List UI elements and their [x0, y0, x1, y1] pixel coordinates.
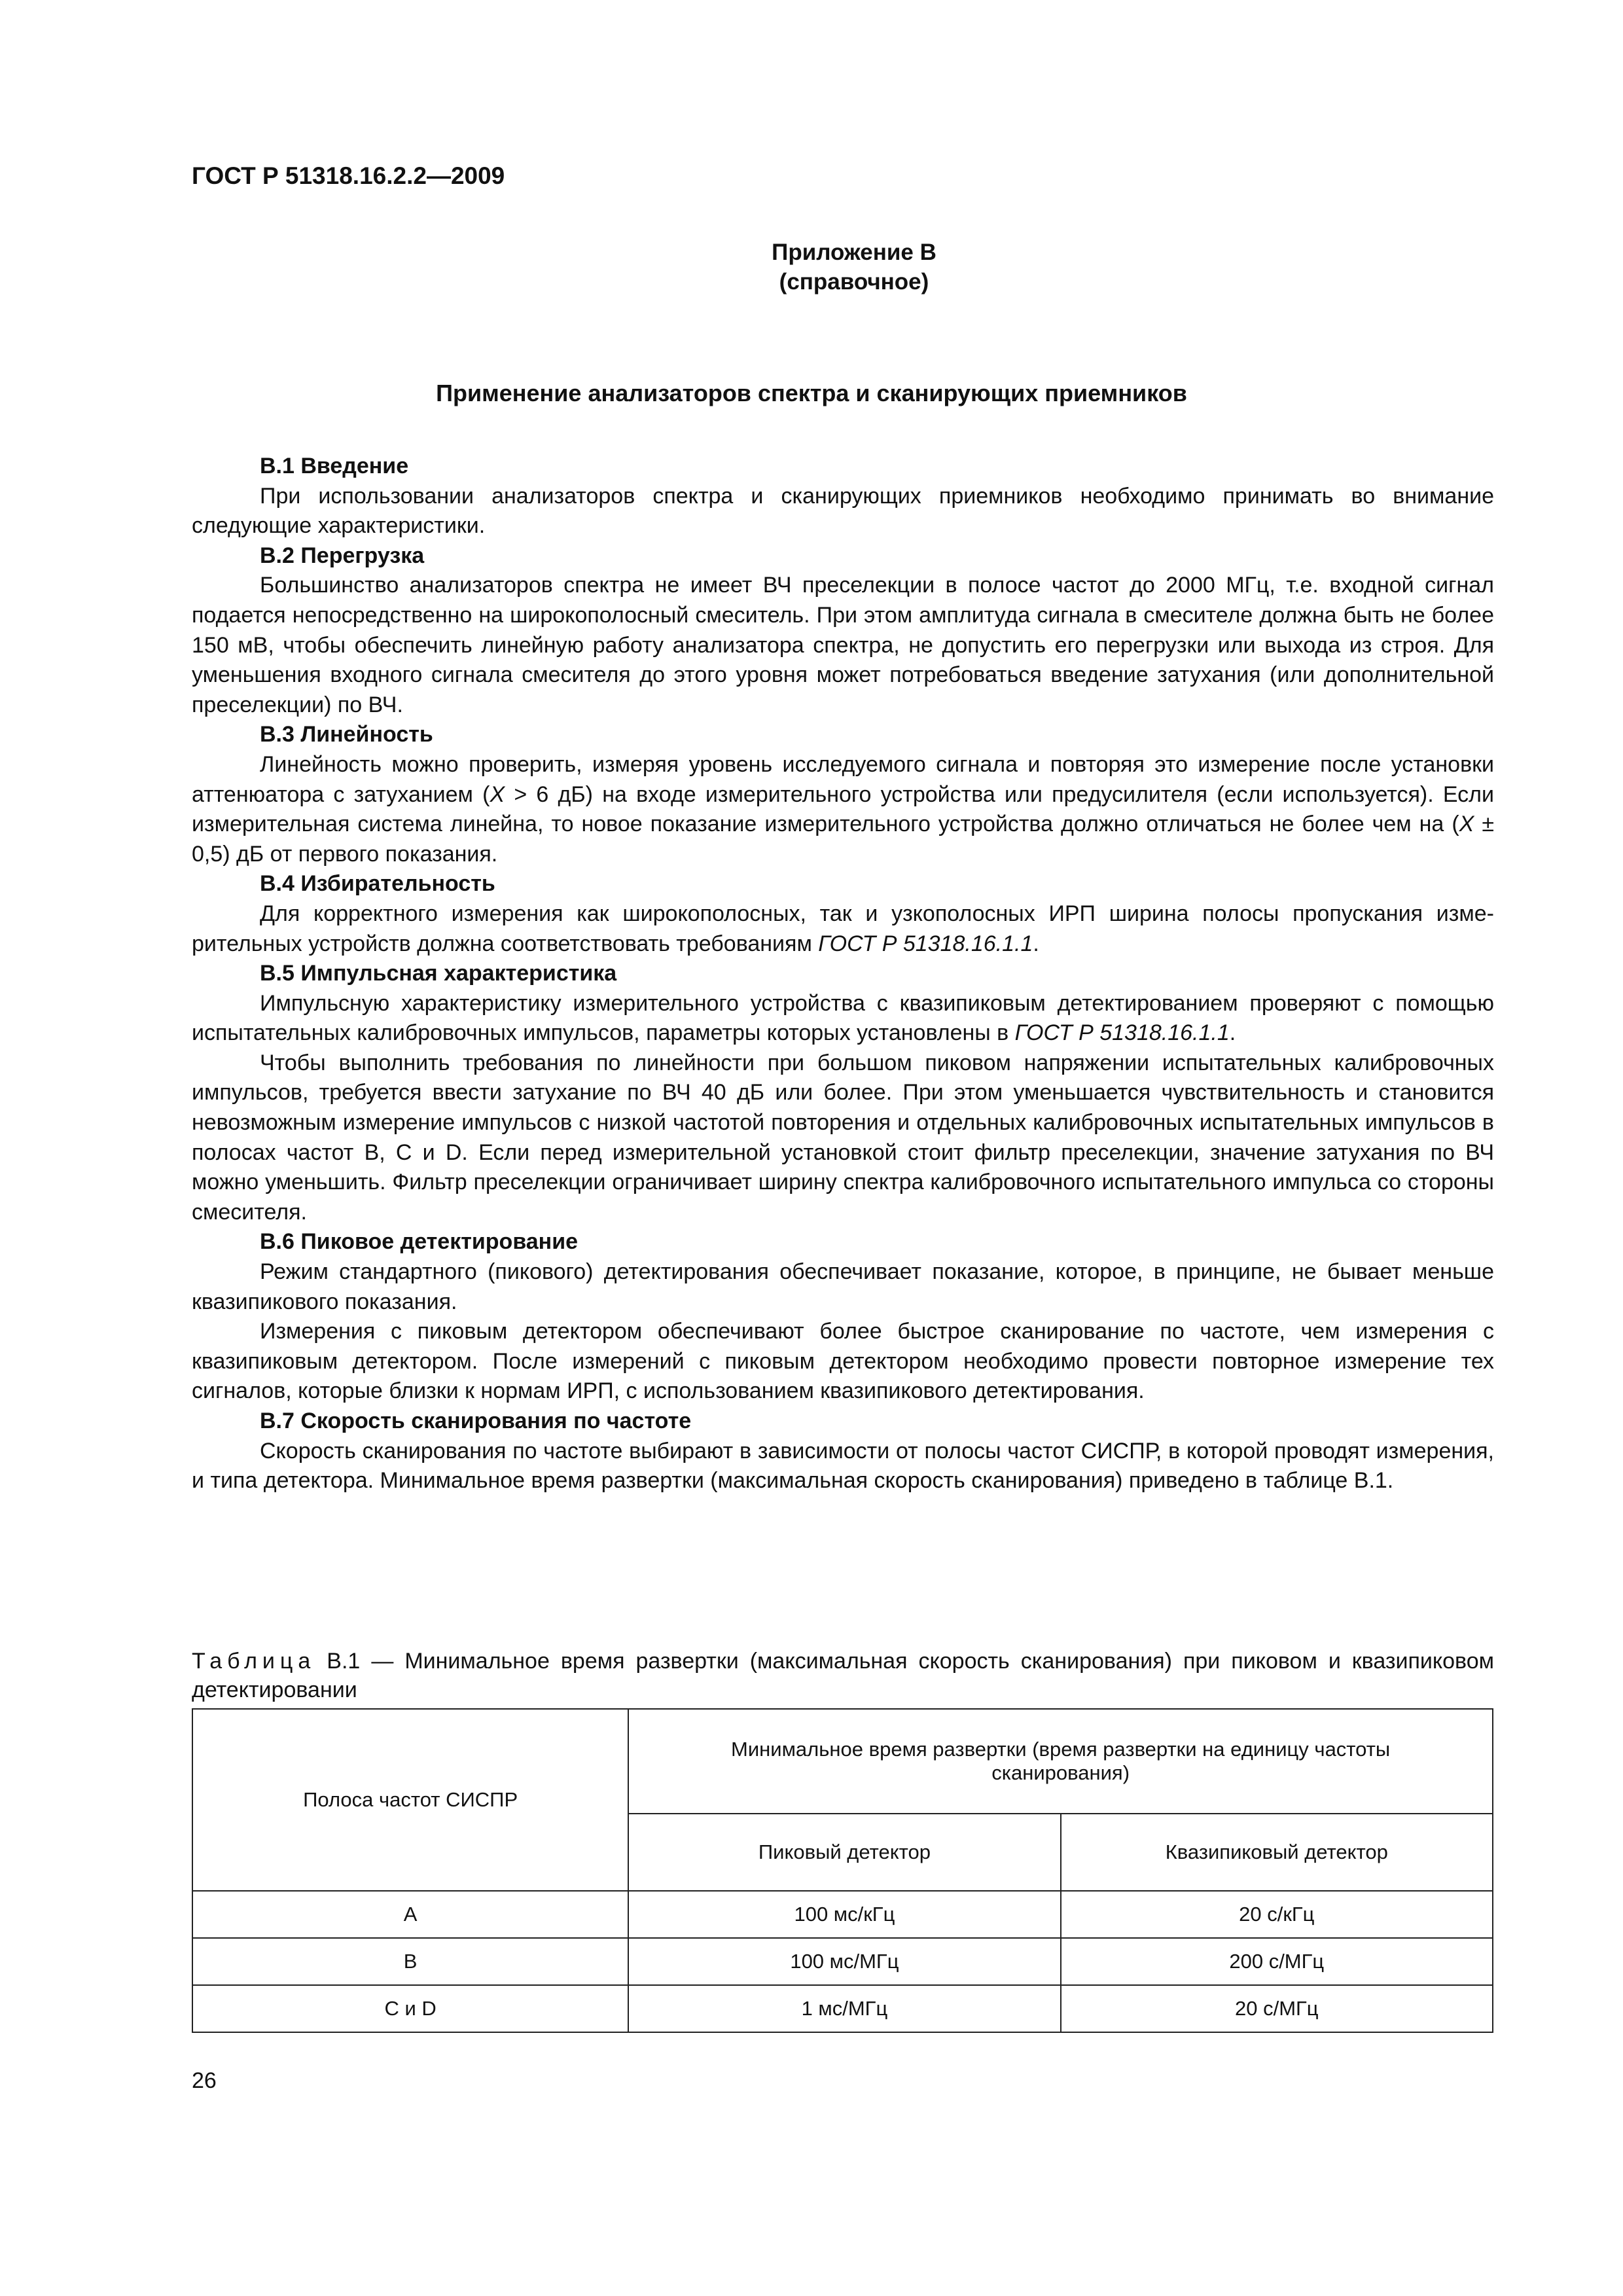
cell-quasi-peak: 20 с/кГц [1061, 1891, 1493, 1938]
page-number: 26 [192, 2068, 217, 2093]
cell-quasi-peak: 200 с/МГц [1061, 1938, 1493, 1985]
variable-x: X [490, 781, 505, 807]
cell-peak: 100 мс/кГц [628, 1891, 1060, 1938]
text-run: . [1229, 1020, 1236, 1046]
standard-reference: ГОСТ Р 51318.16.1.1 [1014, 1020, 1230, 1046]
table-row [192, 1985, 1493, 2032]
main-title: Применение анализаторов спектра и сканирующих приемников [436, 380, 1187, 406]
table-row [192, 1891, 1493, 1938]
table-header-row [192, 1709, 1493, 1814]
paragraph: Чтобы выполнить требования по линейности при большом пиковом напряжении испытательных калибровочных импульсов, требуется ввести затухание по ВЧ 40 дБ или более. При этом уменьшается чувствительность и становится невозможным измерение импульсов с низкой частотой повторения и отдельных калибровочных испытательных импульсов в полосах частот В, С и D. Если перед измерительной установкой стоит фильтр преселекции, значение затухания по ВЧ можно уменьшить. Фильтр преселекции ограничивает ширину спектра калибровочного испытательного импульса со стороны смесителя. [192, 1050, 1494, 1225]
table-caption-label: Таблица [192, 1649, 316, 1674]
document-header: ГОСТ Р 51318.16.2.2—2009 [192, 162, 505, 189]
section-heading-b6: В.6 Пиковое детектирование [260, 1229, 579, 1255]
header-quasi-peak-detector: Квазипиковый детектор [1061, 1814, 1493, 1891]
cell-peak: 100 мс/МГц [628, 1938, 1060, 1985]
paragraph: Скорость сканирования по частоте выбирают в зависимости от полосы частот СИСПР, в которой проводят измерения, и типа детектора. Минимальное время развертки (максимальная скорость сканирования) приведено в таблице В.1. [192, 1438, 1494, 1494]
variable-x: X [1459, 812, 1474, 837]
cell-band: С и D [192, 1985, 628, 2032]
standard-reference: ГОСТ Р 51318.16.1.1 [818, 931, 1033, 956]
paragraph: При использовании анализаторов спектра и сканирующих приемников необходимо принимать во внимание следующие характеристики. [192, 483, 1494, 539]
sweep-time-table [192, 1708, 1493, 2033]
cell-peak: 1 мс/МГц [628, 1985, 1060, 2032]
paragraph: Режим стандартного (пикового) детектирования обеспечивает показание, которое, в принципе, не бывает меньше квазипикового показания. [192, 1259, 1494, 1314]
paragraph [192, 750, 1494, 869]
section-heading-b2: В.2 Перегрузка [260, 543, 425, 568]
table-caption [192, 1647, 1494, 1704]
text-run: ± 0,5) дБ от первого показания. [192, 812, 1495, 867]
paragraph: Измерения с пиковым детектором обеспечивают более быстрое сканирование по частоте, чем измерения с квазипиковым детектором. После измерений с пиковым детектором необходимо провести повторное измерение тех сигналов, которые близки к нормам ИРП, с использованием квазипикового детектирования. [192, 1319, 1494, 1404]
paragraph: Большинство анализаторов спектра не имеет ВЧ преселекции в полосе частот до 2000 МГц, т.е. входной сигнал подается непосредственно на широкополосный смеситель. При этом амплитуда сигнала в смесителе должна быть не более 150 мВ, чтобы обеспечить линейную работу анализатора спектра, не допустить его перегрузки или выхода из строя. Для уменьшения входного сигнала смесителя до этого уровня может потребоваться введение затухания (или дополнительной преселекции) по ВЧ. [192, 573, 1494, 717]
text-run: Для корректного измерения как широкополосных, так и узкополосных ИРП ширина полосы пропускания измерительных устройств должна соответствовать требованиям [192, 901, 1494, 956]
paragraph [192, 989, 1494, 1049]
document-body [192, 452, 1494, 1496]
cell-band: В [192, 1938, 628, 1985]
header-peak-detector: Пиковый детектор [628, 1814, 1060, 1891]
cell-quasi-peak: 20 с/МГц [1061, 1985, 1493, 2032]
header-band: Полоса частот СИСПР [192, 1709, 628, 1891]
appendix-subtitle: (справочное) [779, 269, 929, 295]
appendix-title: Приложение В [772, 240, 936, 265]
text-run: > 6 дБ) на входе измерительного устройства или предусилителя (если используется). Если измерительная система линейна, то новое показание измерительного устройства должно отличаться не более чем на ( [192, 781, 1494, 837]
section-heading-b4: В.4 Избирательность [260, 871, 495, 897]
text-run: . [1033, 931, 1039, 956]
cell-band: А [192, 1891, 628, 1938]
header-min-sweep-time: Минимальное время развертки (время развертки на единицу частоты сканирования) [628, 1709, 1493, 1814]
table-caption-text: В.1 — Минимальное время развертки (максимальная скорость сканирования) при пиковом и квазипиковом детектировании [192, 1649, 1494, 1702]
table-row [192, 1938, 1493, 1985]
section-heading-b3: В.3 Линейность [260, 722, 433, 747]
text-run: Импульсную характеристику измерительного устройства с квазипиковым детектированием проверяют с помощью испытательных калибровочных импульсов, параметры которых установлены в [192, 990, 1494, 1046]
section-heading-b5: В.5 Импульсная характеристика [260, 961, 617, 986]
text-run: Линейность можно проверить, измеряя уровень исследуемого сигнала и повторяя это измерение после установки аттенюатора с затуханием ( [192, 751, 1494, 807]
paragraph [192, 899, 1494, 959]
section-heading-b7: В.7 Скорость сканирования по частоте [260, 1408, 692, 1433]
section-heading-b1: В.1 Введение [260, 454, 409, 478]
